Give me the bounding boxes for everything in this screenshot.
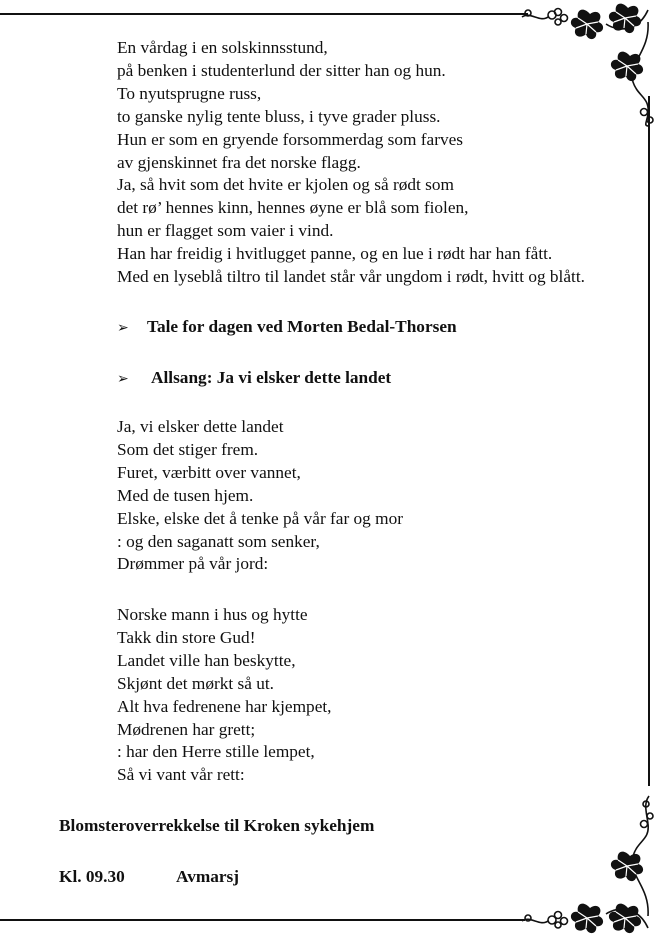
march-label: Avmarsj	[176, 867, 240, 886]
verse-line: Ja, vi elsker dette landet	[117, 417, 284, 436]
floral-corner-ornament-bottom	[518, 790, 665, 934]
verse-line: to ganske nylig tente bluss, i tyve grader pluss.	[117, 106, 441, 126]
verse-line: Så vi vant vår rett:	[117, 765, 245, 785]
verse-line: : og den saganatt som senker,	[117, 531, 320, 551]
verse-line: Takk din store Gud!	[117, 627, 256, 647]
arrow-bullet-icon: ➢	[117, 371, 129, 387]
verse-line: Han har freidig i hvitlugget panne, og en lue i rødt har han fått.	[117, 244, 553, 264]
verse-line: En vårdag i en solskinnsstund,	[117, 38, 328, 57]
verse-line: Som det stiger frem.	[117, 439, 259, 459]
page-frame-right-border	[648, 96, 650, 786]
march-time: Kl. 09.30	[59, 867, 125, 886]
verse-line: det rø’ hennes kinn, hennes øyne er blå som fiolen,	[117, 198, 469, 218]
page-frame-top-border	[0, 13, 528, 15]
page-frame-bottom-border	[0, 919, 525, 921]
verse-line: To nyutsprugne russ,	[117, 83, 262, 103]
anthem-verse-1	[117, 416, 403, 576]
program-item-text: Tale for dagen ved Morten Bedal-Thorsen	[147, 317, 457, 336]
verse-line: Med de tusen hjem.	[117, 485, 254, 505]
verse-line: på benken i studenterlund der sitter han og hun.	[117, 60, 446, 80]
verse-line: Landet ville han beskytte,	[117, 650, 296, 670]
verse-line: av gjenskinnet fra det norske flagg.	[117, 152, 361, 172]
intro-verse	[117, 37, 585, 289]
verse-line: : har den Herre stille lempet,	[117, 742, 315, 762]
arrow-bullet-icon: ➢	[117, 320, 129, 336]
verse-line: Alt hva fedrenene har kjempet,	[117, 696, 332, 716]
verse-line: hun er flagget som vaier i vind.	[117, 221, 334, 241]
verse-line: Elske, elske det å tenke på vår far og mor	[117, 508, 403, 528]
verse-line: Mødrenen har grett;	[117, 719, 256, 739]
verse-line: Skjønt det mørkt så ut.	[117, 673, 274, 693]
program-item-text: Allsang: Ja vi elsker dette landet	[151, 368, 392, 387]
program-item-speech	[117, 316, 457, 339]
march-schedule	[59, 866, 239, 888]
verse-line: Drømmer på vår jord:	[117, 554, 269, 574]
program-item-singalong	[117, 367, 391, 390]
verse-line: Furet, værbitt over vannet,	[117, 462, 301, 482]
verse-line: Hun er som en gryende forsommerdag som farves	[117, 129, 464, 149]
anthem-verse-2	[117, 604, 331, 787]
verse-line: Ja, så hvit som det hvite er kjolen og så rødt som	[117, 175, 454, 195]
flowers-presentation: Blomsteroverrekkelse til Kroken sykehjem	[59, 816, 375, 835]
verse-line: Med en lyseblå tiltro til landet står vår ungdom i rødt, hvitt og blått.	[117, 267, 585, 287]
verse-line: Norske mann i hus og hytte	[117, 605, 308, 624]
